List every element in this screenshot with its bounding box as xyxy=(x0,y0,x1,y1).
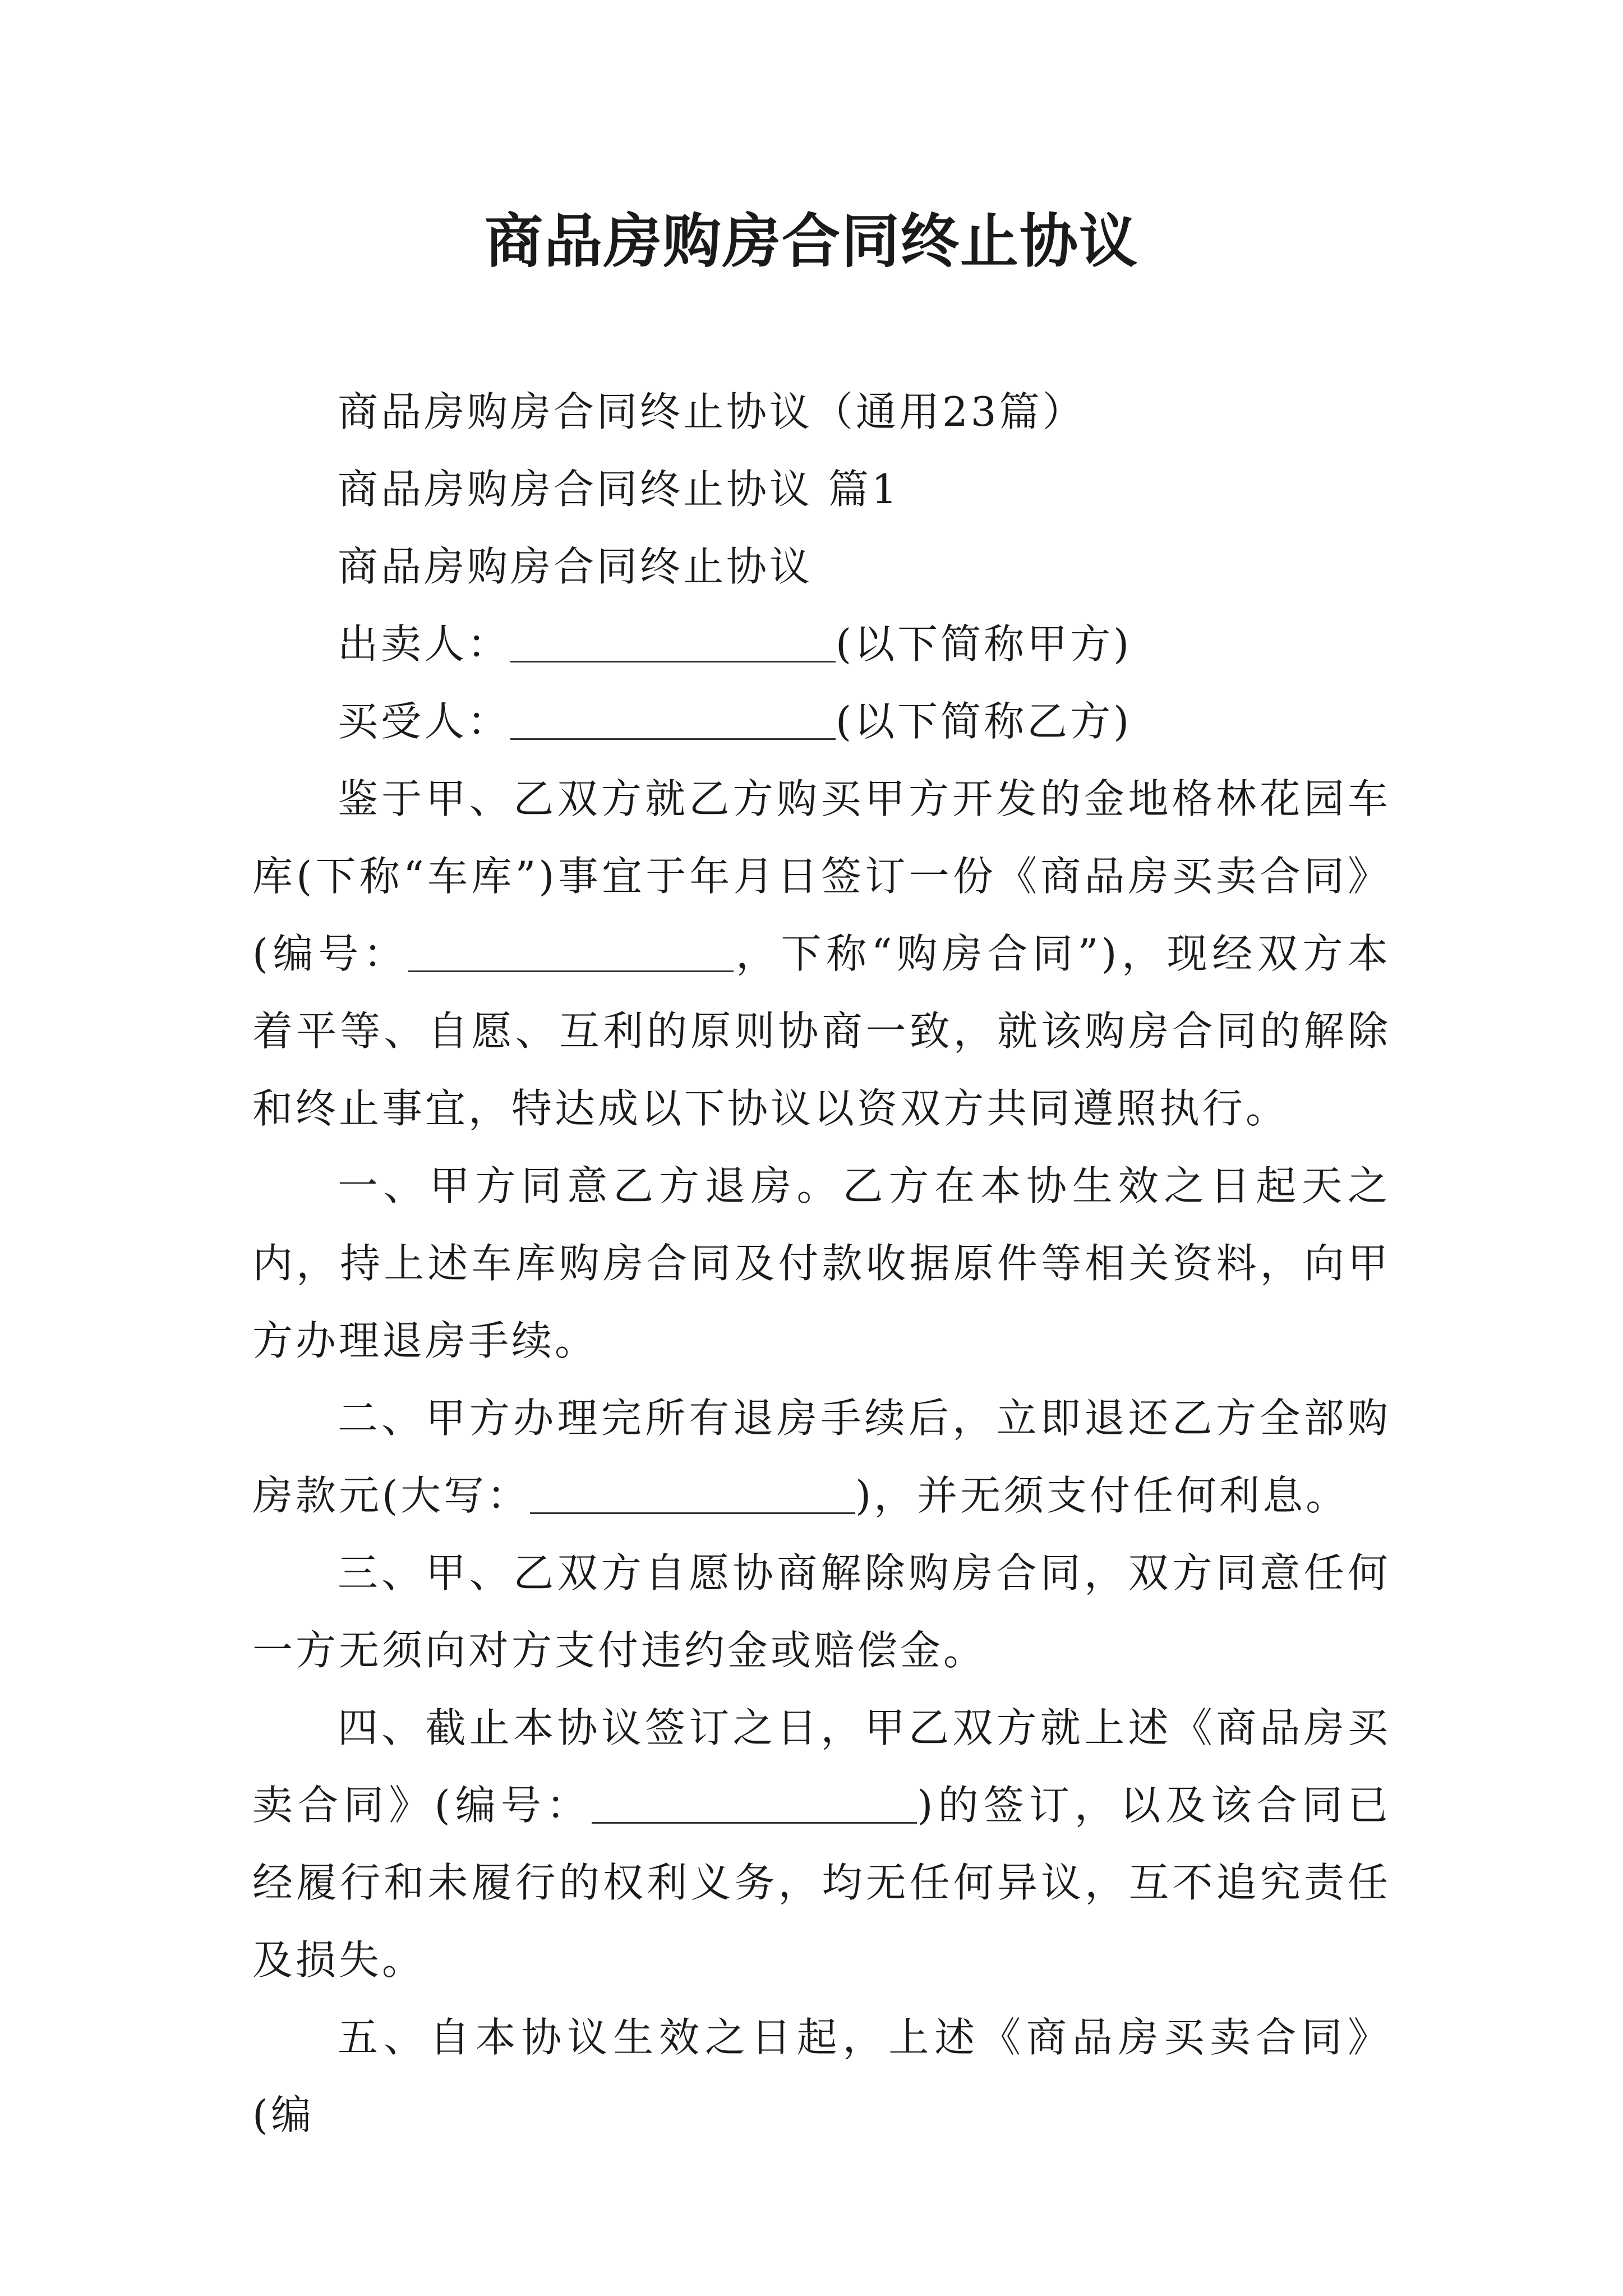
clause-2-text-1: 二、甲方办理完所有退房手续后，立即退还乙方全部购房款元(大写： xyxy=(252,1395,1391,1519)
buyer-suffix: (以下简称乙方) xyxy=(836,698,1132,745)
buyer-label: 买受人： xyxy=(338,698,511,745)
seller-line xyxy=(252,605,1391,683)
document-body xyxy=(252,373,1391,2154)
preamble-text-2: ，下称“购房合同”)，现经双方本着平等、自愿、互利的原则协商一致，就该购房合同的解除和终止事宜，特达成以下协议以资双方共同遵照执行。 xyxy=(252,930,1391,1132)
clause-4-text-2: )的签订，以及该合同已经履行和未履行的权利义务，均无任何异议，互不追究责任及损失。 xyxy=(252,1782,1391,1984)
subtitle: 商品房购房合同终止协议（通用23篇） xyxy=(338,388,1086,435)
agreement-name: 商品房购房合同终止协议 xyxy=(338,543,813,590)
seller-blank xyxy=(510,619,836,662)
seller-label: 出卖人： xyxy=(338,620,511,668)
clause-4-number-blank xyxy=(592,1780,917,1824)
buyer-line xyxy=(252,683,1391,760)
clause-4 xyxy=(252,1689,1391,1999)
preamble-paragraph xyxy=(252,760,1391,1147)
amount-in-words-blank xyxy=(530,1471,855,1514)
clause-4-text-1: 四、截止本协议签订之日，甲乙双方就上述《商品房买卖合同》(编号： xyxy=(252,1704,1391,1829)
preamble-text-1: 鉴于甲、乙双方就乙方购买甲方开发的金地格林花园车库(下称“车库”)事宜于年月日签订一份《商品房买卖合同》(编号： xyxy=(252,775,1391,977)
clause-5: 五、自本协议生效之日起，上述《商品房买卖合同》(编 xyxy=(252,2014,1391,2138)
clause-2-text-2: )，并无须支付任何利息。 xyxy=(855,1472,1349,1519)
clause-2 xyxy=(252,1379,1391,1534)
contract-number-blank xyxy=(408,929,734,972)
section-heading: 商品房购房合同终止协议 篇1 xyxy=(338,466,900,513)
seller-suffix: (以下简称甲方) xyxy=(836,620,1132,668)
clause-1: 一、甲方同意乙方退房。乙方在本协生效之日起天之内，持上述车库购房合同及付款收据原件等相关资料，向甲方办理退房手续。 xyxy=(252,1162,1391,1364)
document-title: 商品房购房合同终止协议 xyxy=(484,206,1138,275)
clause-3: 三、甲、乙双方自愿协商解除购房合同，双方同意任何一方无须向对方支付违约金或赔偿金。 xyxy=(252,1549,1391,1674)
buyer-blank xyxy=(510,697,836,740)
